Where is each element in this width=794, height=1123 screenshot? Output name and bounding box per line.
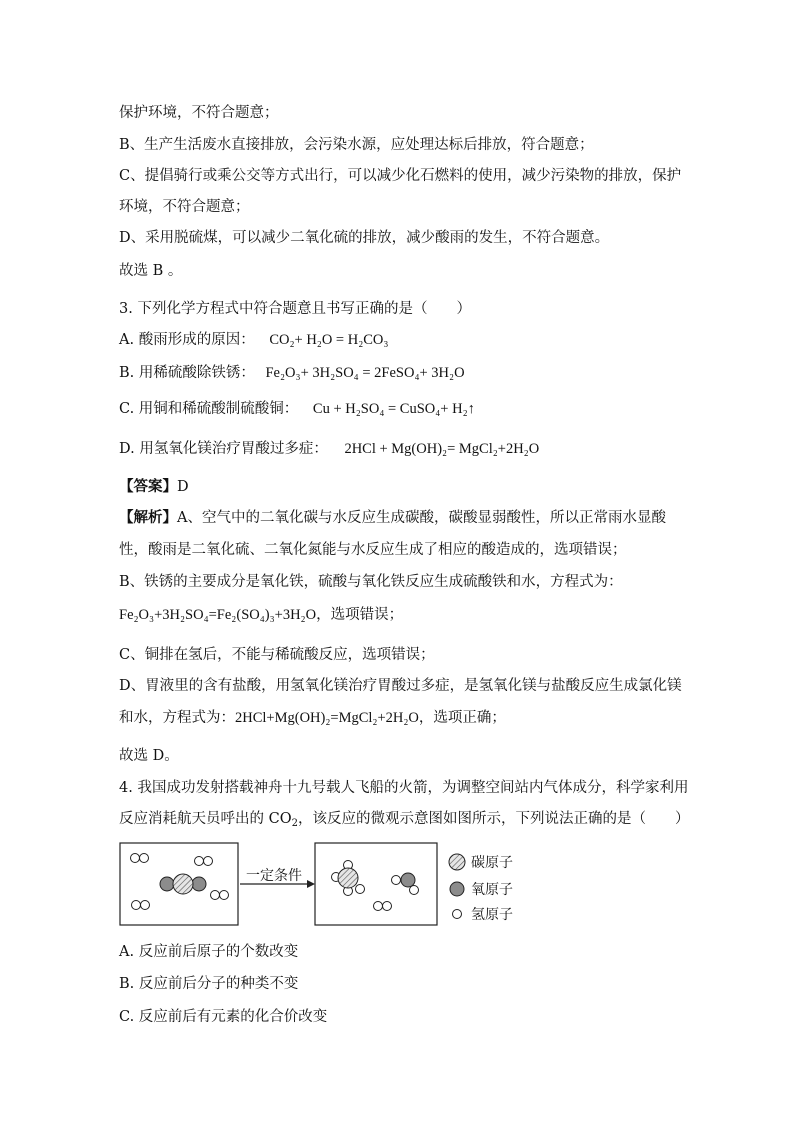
text-prefix: 反应消耗航天员呼出的 CO [119,811,292,827]
reaction-diagram-svg [119,838,539,930]
text-line: D、采用脱硫煤，可以减少二氧化硫的排放，减少酸雨的发生，不符合题意。 [119,230,610,246]
text-line: 保护环境，不符合题意； [119,105,279,121]
arrow-head [307,880,315,888]
text-line: 性，酸雨是二氧化硫、二氧化氮能与水反应生成了相应的酸造成的，选项错误； [119,542,627,558]
legend-hydrogen-label: 氢原子 [471,907,513,923]
hydrogen-atom [131,854,140,863]
hydrogen-atom [141,901,150,910]
verdict-text: ，选项正确； [418,710,506,726]
option-b [119,363,465,383]
option-c: C. 反应前后有元素的化合价改变 [119,1009,328,1025]
text-line: C、铜排在氢后，不能与稀硫酸反应，选项错误； [119,647,435,663]
legend-carbon-icon [449,854,465,870]
option-a: A. 反应前后原子的个数改变 [119,944,299,960]
oxygen-atom [160,877,174,891]
text-suffix: ，该反应的微观示意图如图所示，下列说法正确的是（ ） [297,811,690,827]
oxygen-atom [192,877,206,891]
hydrogen-atom [383,902,392,911]
text-line: B、铁锈的主要成分是氧化铁，硫酸与氧化铁反应生成硫酸铁和水，方程式为： [119,574,623,590]
carbon-atom [338,868,358,888]
equation-b-analysis: Fe₂O₃+3H₂SO₄=Fe₂(SO₄)₃+3H₂O [119,607,317,623]
arrow-label: 一定条件 [246,868,302,884]
option-a [119,330,388,350]
hydrogen-atom [211,891,220,900]
question-4-stem: 4. 我国成功发射搭载神舟十九号载人飞船的火箭，为调整空间站内气体成分，科学家利用 [119,780,689,796]
text-line: C、提倡骑行或乘公交等方式出行，可以减少化石燃料的使用，减少污染物的排放，保护 [119,168,682,184]
hydrogen-atom [195,857,204,866]
product-box [315,843,437,925]
option-d [119,439,539,459]
hydrogen-atom [140,854,149,863]
text-line [119,708,506,728]
co2-subscript: 2 [291,818,298,829]
analysis-text: A、空气中的二氧化碳与水反应生成碳酸，碳酸显弱酸性，所以正常雨水显酸 [177,510,666,526]
option-c [119,399,475,419]
equation-c: Cu + H₂SO₄ = CuSO₄+ H₂↑ [312,401,475,417]
legend-hydrogen-icon [453,910,462,919]
hydrogen-atom [204,857,213,866]
legend-oxygen-icon [450,882,464,896]
answer-line [119,477,189,497]
verdict-text: ，选项错误； [316,607,404,623]
answer-tag: 【答案】 [119,478,177,495]
carbon-atom [173,874,193,894]
equation-d: 2HCl + Mg(OH)₂= MgCl₂+2H₂O [344,441,540,457]
text-line: 环境，不符合题意； [119,199,250,215]
text-line: D、胃液里的含有盐酸，用氢氧化镁治疗胃酸过多症，是氢氧化镁与盐酸反应生成氯化镁 [119,678,682,694]
equation-d-analysis: 2HCl+Mg(OH)₂=MgCl₂+2H₂O [235,710,419,726]
hydrogen-atom [410,886,419,895]
question-3-stem: 3. 下列化学方程式中符合题意且书写正确的是（ ） [119,301,471,317]
option-c-label: C. 用铜和稀硫酸制硫酸铜： [119,401,299,417]
answer-value: D [177,479,189,495]
hydrogen-atom [356,885,365,894]
reaction-micro-diagram [119,838,539,930]
text-line: 故选 B 。 [119,263,183,279]
equation-b: Fe₂O₃+ 3H₂SO₄ = 2FeSO₄+ 3H₂O [265,365,465,381]
equation-a: CO₂+ H₂O = H₂CO₃ [269,332,389,348]
option-d-label: D. 用氢氧化镁治疗胃酸过多症： [119,441,328,457]
oxygen-atom [401,873,415,887]
text-line: 故选 D。 [119,748,179,764]
option-b-label: B. 用稀硫酸除铁锈： [119,365,255,381]
text-prefix: 和水，方程式为： [119,710,235,726]
hydrogen-atom [392,876,401,885]
option-b: B. 反应前后分子的种类不变 [119,976,299,992]
legend-carbon-label: 碳原子 [471,855,513,871]
question-4-stem-cont [119,809,689,834]
text-line: B、生产生活废水直接排放，会污染水源，应处理达标后排放，符合题意； [119,137,594,153]
hydrogen-atom [132,901,141,910]
option-a-label: A. 酸雨形成的原因： [119,332,255,348]
text-line [119,605,403,625]
hydrogen-atom [374,902,383,911]
analysis-tag: 【解析】 [119,509,177,526]
analysis-line [119,508,666,528]
hydrogen-atom [220,891,229,900]
legend-oxygen-label: 氧原子 [471,882,513,898]
